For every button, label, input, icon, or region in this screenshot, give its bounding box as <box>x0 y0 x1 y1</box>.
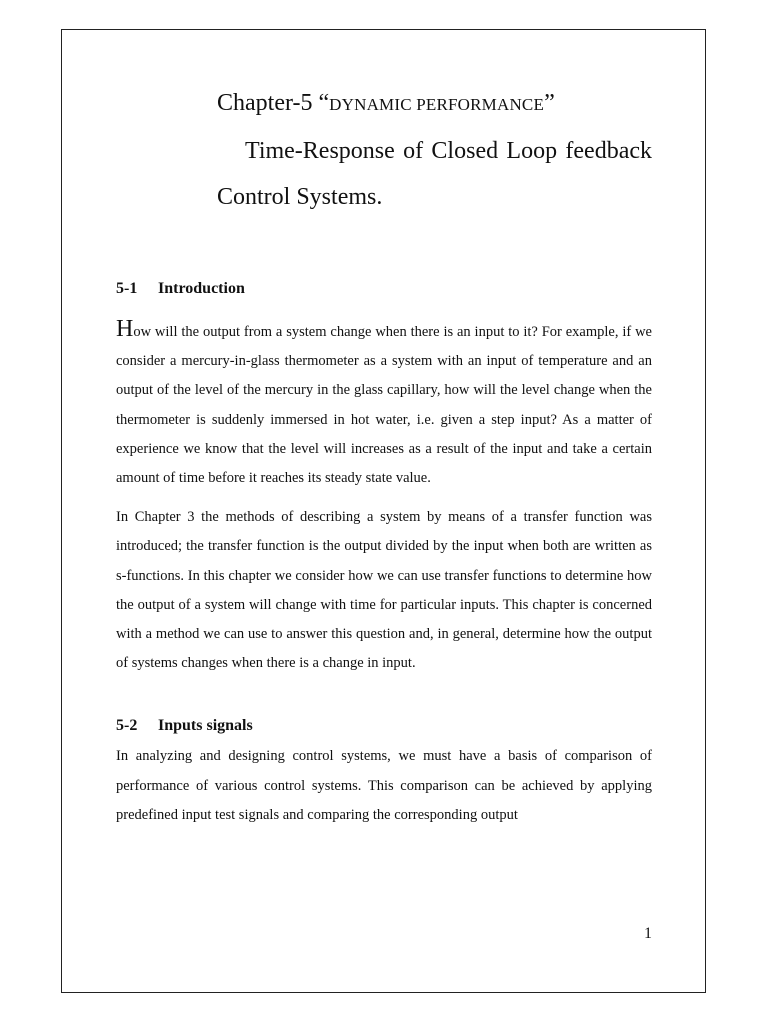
chapter-title-prefix: Chapter-5 “ <box>217 90 330 116</box>
body-content <box>116 275 652 830</box>
chapter-title-block <box>217 84 652 220</box>
chapter-title-suffix: ” <box>544 90 555 116</box>
chapter-subtitle: Time-Response of Closed Loop feedback Control Systems. <box>217 138 652 210</box>
paragraph-text: ow will the output from a system change when there is an input to it? For example, if we consider a mercury-in-glass thermometer as a system with an input of temperature and an output of the level of the mercury in the glass capillary, how will the level change when the thermometer is suddenly immersed in hot water, i.e. given a step input? As a matter of experience we know that the level will increases as a result of the input and take a certain amount of time before it reaches its steady state value. <box>116 324 652 487</box>
section-title: Introduction <box>158 280 245 297</box>
paragraph-introduction-2: In Chapter 3 the methods of describing a system by means of a transfer function was introduced; the transfer function is the output divided by the input when both are written as s-functions. In this chapter we consider how we can use transfer functions to determine how the output of a system will change with time for particular inputs. This chapter is concerned with a method we can use to answer this question and, in general, determine how the output of systems changes when there is a change in input. <box>116 509 652 672</box>
section-title: Inputs signals <box>158 717 253 735</box>
paragraph-inputs-signals-1: In analyzing and designing control systems, we must have a basis of comparison of performance of various control systems. This comparison can be achieved by applying predefined input test signals and comparing the corresponding output <box>116 748 652 823</box>
section-heading-introduction <box>116 275 652 303</box>
section-number: 5-2 <box>116 717 138 735</box>
section-heading-inputs-signals <box>116 712 652 740</box>
page-number: 1 <box>644 925 652 942</box>
paragraph-introduction-1 <box>116 318 652 493</box>
initial-letter: H <box>116 316 134 342</box>
chapter-title-name: DYNAMIC PERFORMANCE <box>329 95 545 114</box>
section-number: 5-1 <box>116 280 138 297</box>
chapter-title <box>217 84 652 124</box>
